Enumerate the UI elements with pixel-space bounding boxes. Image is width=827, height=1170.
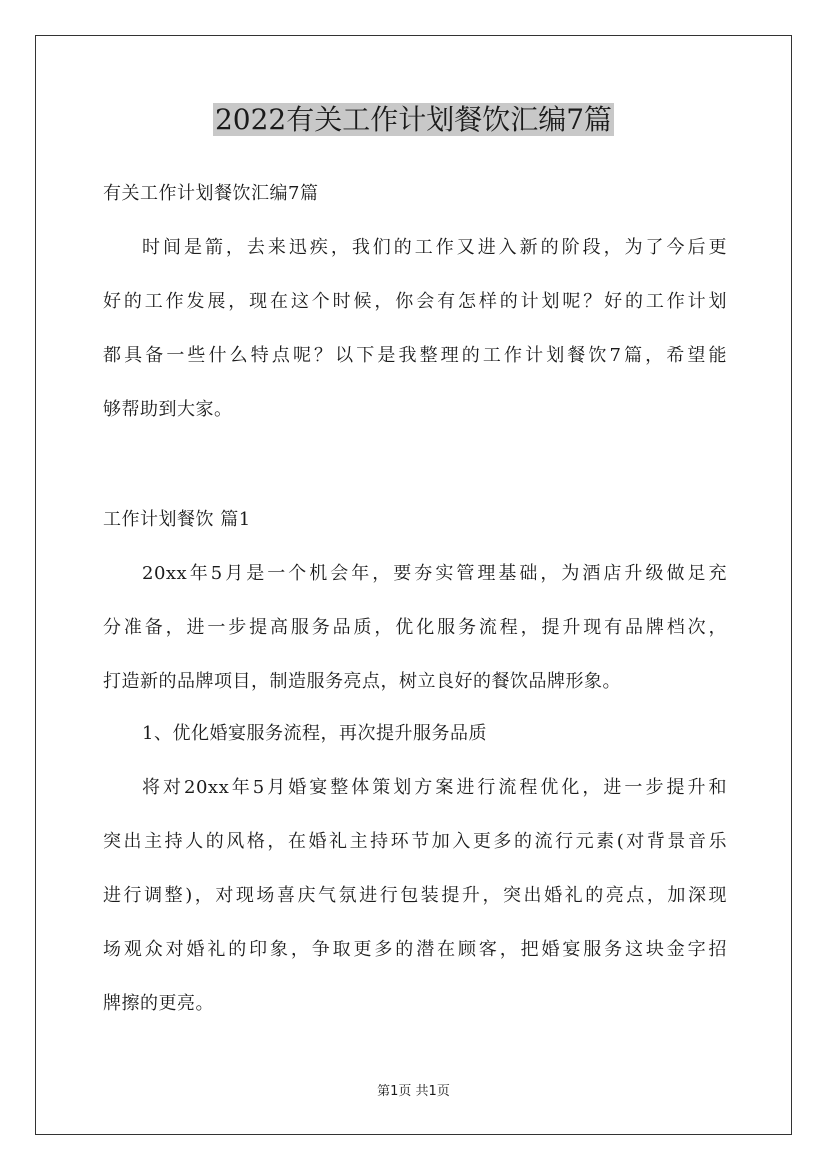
item1-heading: 1、优化婚宴服务流程，再次提升服务品质	[142, 723, 487, 744]
intro-line-1: 时间是箭，去来迅疾，我们的工作又进入新的阶段，为了今后更	[142, 237, 727, 258]
section-para-line-3: 打造新的品牌项目，制造服务亮点，树立良好的餐饮品牌形象。	[103, 671, 621, 692]
section-para-line-1: 20xx年5月是一个机会年，要夯实管理基础，为酒店升级做足充	[142, 563, 727, 584]
document-subtitle: 有关工作计划餐饮汇编7篇	[103, 183, 319, 204]
item1-para-line-1: 将对20xx年5月婚宴整体策划方案进行流程优化，进一步提升和	[142, 777, 727, 798]
item1-para-line-2: 突出主持人的风格，在婚礼主持环节加入更多的流行元素(对背景音乐	[103, 831, 727, 852]
document-title	[0, 96, 827, 144]
intro-line-3: 都具备一些什么特点呢？以下是我整理的工作计划餐饮7篇，希望能	[103, 345, 727, 366]
section-heading: 工作计划餐饮 篇1	[103, 509, 251, 530]
item1-para-line-4: 场观众对婚礼的印象，争取更多的潜在顾客，把婚宴服务这块金字招	[103, 939, 727, 960]
item1-para-line-5: 牌擦的更亮。	[103, 993, 214, 1014]
intro-line-4: 够帮助到大家。	[103, 399, 233, 420]
section-para-line-2: 分准备，进一步提高服务品质，优化服务流程，提升现有品牌档次，	[103, 617, 727, 638]
item1-para-line-3: 进行调整)，对现场喜庆气氛进行包装提升，突出婚礼的亮点，加深现	[103, 885, 727, 906]
document-title-text: 2022有关工作计划餐饮汇编7篇	[214, 103, 613, 136]
intro-line-2: 好的工作发展，现在这个时候，你会有怎样的计划呢？好的工作计划	[103, 291, 727, 312]
page-footer: 第1页 共1页	[377, 1084, 450, 1099]
